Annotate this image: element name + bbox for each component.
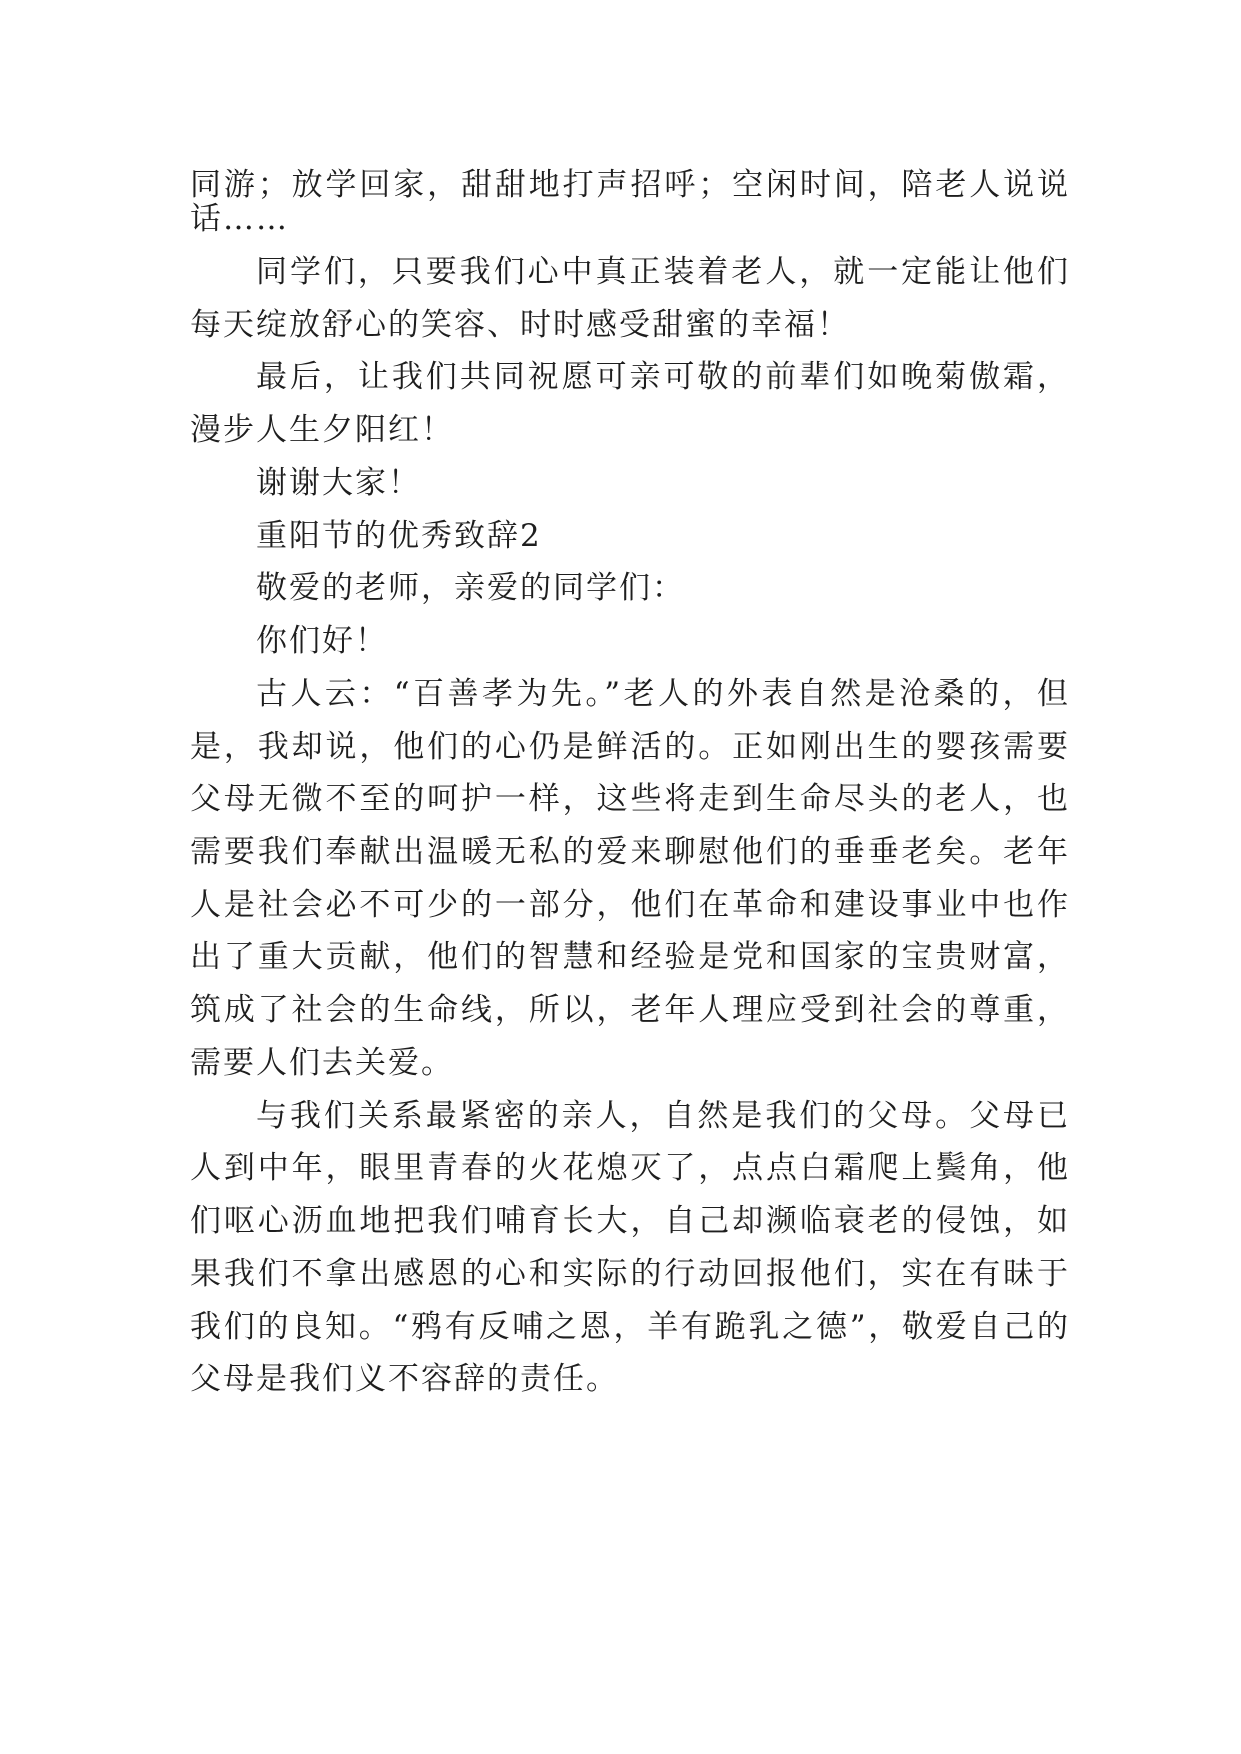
paragraph-line: 谢谢大家！ <box>256 465 421 501</box>
paragraph-line: 你们好！ <box>256 623 388 659</box>
paragraph-line: 人到中年，眼里青春的火花熄灭了，点点白霜爬上鬓角，他 <box>190 1150 1070 1186</box>
paragraph-line: 筑成了社会的生命线，所以，老年人理应受到社会的尊重， <box>190 992 1070 1028</box>
paragraph-line: 果我们不拿出感恩的心和实际的行动回报他们，实在有昧于 <box>190 1256 1070 1292</box>
paragraph-line: 敬爱的老师，亲爱的同学们： <box>256 570 685 606</box>
paragraph-line: 需要我们奉献出温暖无私的爱来聊慰他们的垂垂老矣。老年 <box>190 834 1070 870</box>
paragraph-line: 古人云：“百善孝为先。”老人的外表自然是沧桑的，但 <box>256 676 1070 712</box>
paragraph-line: 人是社会必不可少的一部分，他们在革命和建设事业中也作 <box>190 887 1070 923</box>
paragraph-line: 是，我却说，他们的心仍是鲜活的。正如刚出生的婴孩需要 <box>190 729 1070 765</box>
paragraph-line: 同游；放学回家，甜甜地打声招呼；空闲时间，陪老人说说 <box>190 167 1070 203</box>
paragraph-line: 同学们，只要我们心中真正装着老人，就一定能让他们 <box>256 254 1070 290</box>
paragraph-line: 每天绽放舒心的笑容、时时感受甜蜜的幸福！ <box>190 307 850 343</box>
paragraph-line: 需要人们去关爱。 <box>190 1045 454 1081</box>
paragraph-line: 出了重大贡献，他们的智慧和经验是党和国家的宝贵财富， <box>190 939 1070 975</box>
paragraph-line: 最后，让我们共同祝愿可亲可敬的前辈们如晚菊傲霜， <box>256 359 1070 395</box>
section-heading: 重阳节的优秀致辞2 <box>256 518 542 554</box>
paragraph-line: 我们的良知。“鸦有反哺之恩，羊有跪乳之德”，敬爱自己的 <box>190 1309 1070 1345</box>
paragraph-line: 漫步人生夕阳红！ <box>190 412 454 448</box>
paragraph-line: 父母无微不至的呵护一样，这些将走到生命尽头的老人，也 <box>190 781 1070 817</box>
paragraph-line: 与我们关系最紧密的亲人，自然是我们的父母。父母已 <box>256 1098 1070 1134</box>
paragraph-line: 们呕心沥血地把我们哺育长大，自己却濒临衰老的侵蚀，如 <box>190 1203 1070 1239</box>
paragraph-line: 话…… <box>190 201 289 237</box>
paragraph-line: 父母是我们义不容辞的责任。 <box>190 1361 619 1397</box>
